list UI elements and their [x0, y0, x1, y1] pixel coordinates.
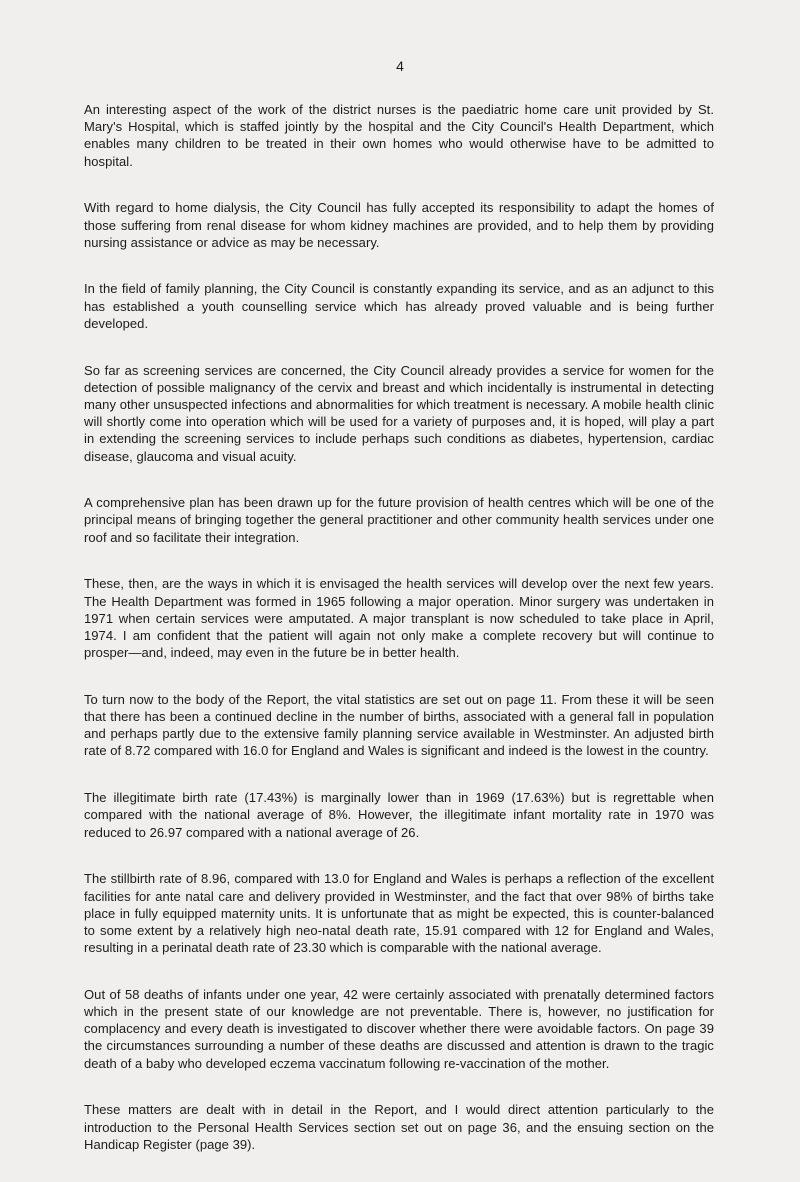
- body-text: [84, 101, 714, 1182]
- paragraph-stillbirth-rate: The stillbirth rate of 8.96, compared with 13.0 for England and Wales is perhaps a reflection of the excellent facilities for ante natal care and delivery provided in Westminster, and the fact that over 98% of births take place in fully equipped maternity units. It is unfortunate that as might be expected, this is counter-balanced to some extent by a relatively high neo-natal death rate, 15.91 compared with 12 for England and Wales, resulting in a perinatal death rate of 23.30 which is comparable with the national average.: [84, 871, 714, 956]
- paragraph-health-centres: A comprehensive plan has been drawn up for the future provision of health centres which will be one of the principal means of bringing together the general practitioner and other community health services under one roof and so facilitate their integration.: [84, 495, 714, 545]
- paragraph-screening-services: So far as screening services are concerned, the City Council already provides a service for women for the detection of possible malignancy of the cervix and breast and which incidentally is instrumental in detecting many other unsuspected infections and abnormalities for which treatment is necessary. A mobile health clinic will shortly come into operation which will be used for a variety of purposes and, it is hoped, will play a part in extending the screening services to include perhaps such conditions as diabetes, hypertension, cardiac disease, glaucoma and visual acuity.: [84, 362, 714, 464]
- paragraph-closing-remarks: These matters are dealt with in detail in the Report, and I would direct attention particularly to the introduction to the Personal Health Services section set out on page 36, and the ensuing section on the Handicap Register (page 39).: [84, 1102, 714, 1152]
- paragraph-paediatric-home-care: An interesting aspect of the work of the district nurses is the paediatric home care unit provided by St. Mary's Hospital, which is staffed jointly by the hospital and the City Council's Health Department, which enables many children to be treated in their own homes who would otherwise have to be admitted to hospital.: [84, 102, 714, 169]
- paragraph-health-services-development: These, then, are the ways in which it is envisaged the health services will develop over the next few years. The Health Department was formed in 1965 following a major operation. Minor surgery was undertaken in 1971 when certain services were amputated. A major transplant is now scheduled to take place in April, 1974. I am confident that the patient will again not only make a complete recovery but will continue to prosper—and, indeed, may even in the future be in better health.: [84, 576, 714, 661]
- paragraph-vital-statistics: To turn now to the body of the Report, the vital statistics are set out on page 11. From these it will be seen that there has been a continued decline in the number of births, associated with a general fall in population and perhaps partly due to the extensive family planning service available in Westminster. An adjusted birth rate of 8.72 compared with 16.0 for England and Wales is significant and indeed is the lowest in the country.: [84, 691, 714, 759]
- page-number: 4: [396, 58, 404, 74]
- paragraph-home-dialysis: With regard to home dialysis, the City Council has fully accepted its responsibility to adapt the homes of those suffering from renal disease for whom kidney machines are provided, and to help them by providing nursing assistance or advice as may be necessary.: [84, 200, 714, 250]
- paragraph-infant-deaths: Out of 58 deaths of infants under one year, 42 were certainly associated with prenatally determined factors which in the present state of our knowledge are not preventable. There is, however, no justification for complacency and every death is investigated to discover whether there were avoidable factors. On page 39 the circumstances surrounding a number of these deaths are discussed and attention is drawn to the tragic death of a baby who developed eczema vaccinatum following re-vaccination of the mother.: [84, 986, 714, 1071]
- paragraph-family-planning: In the field of family planning, the City Council is constantly expanding its service, and as an adjunct to this has established a youth counselling service which has already proved valuable and is being further developed.: [84, 281, 714, 331]
- paragraph-illegitimate-birth-rate: The illegitimate birth rate (17.43%) is marginally lower than in 1969 (17.63%) but is regrettable when compared with the national average of 8%. However, the illegitimate infant mortality rate in 1970 was reduced to 26.97 compared with a national average of 26.: [84, 790, 714, 840]
